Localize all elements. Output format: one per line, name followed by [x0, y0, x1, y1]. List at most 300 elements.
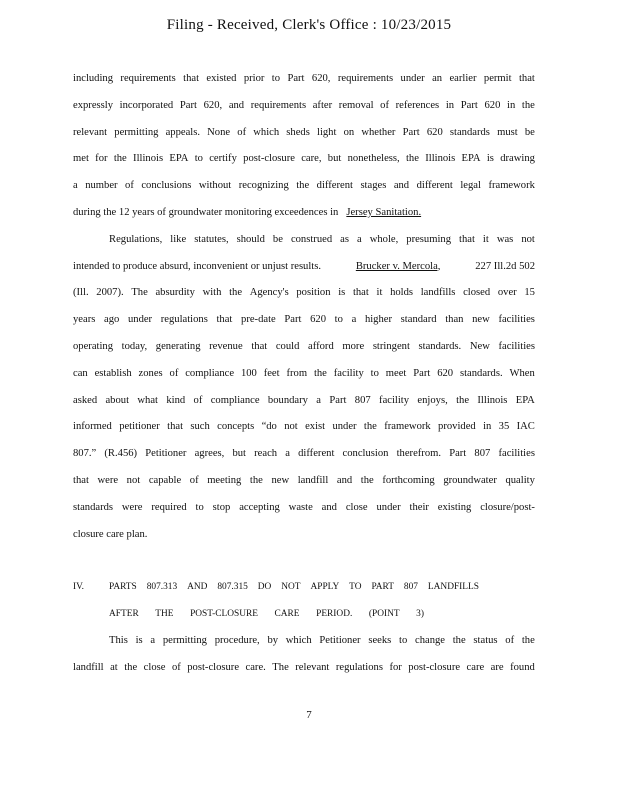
text-line: [73, 120, 535, 147]
page-number: 7: [306, 709, 312, 721]
word: than: [445, 314, 464, 326]
word: feet: [263, 367, 280, 379]
word: 35: [498, 421, 510, 433]
section-number: IV.: [73, 582, 85, 593]
word: in: [483, 421, 492, 433]
word: therefrom.: [396, 448, 442, 460]
word: such: [190, 421, 210, 433]
text-line: [73, 628, 535, 655]
word: enjoys,: [417, 394, 448, 406]
heading-word: PART: [371, 582, 394, 593]
heading-word: NOT: [281, 582, 301, 593]
word: IAC: [516, 421, 535, 433]
word: must: [497, 126, 518, 138]
case-citation: Jersey Sanitation.: [346, 206, 422, 218]
word: not: [126, 474, 141, 486]
word: to: [271, 73, 281, 84]
word: EPA: [515, 394, 535, 406]
heading-word: THE: [155, 609, 174, 620]
word: permit: [483, 73, 512, 84]
word: of: [189, 474, 199, 486]
word: meet: [385, 367, 407, 379]
word: that: [518, 73, 535, 84]
word: closed: [463, 287, 491, 299]
word: accepting: [239, 501, 280, 513]
word: today,: [121, 340, 148, 352]
word: to: [399, 634, 408, 646]
word: new: [472, 314, 490, 326]
word: operating: [73, 340, 114, 352]
word: years: [73, 314, 96, 326]
text-line: [73, 173, 535, 200]
section-heading-line-2: [109, 601, 424, 628]
word: facilities: [498, 314, 535, 326]
word: incorporated: [119, 99, 174, 111]
word: different: [298, 448, 335, 460]
text-line: [73, 361, 535, 388]
word: New: [469, 340, 490, 352]
word: it: [482, 233, 489, 245]
word: that: [459, 233, 475, 245]
word: pre-date: [241, 314, 276, 326]
word: different: [416, 180, 453, 192]
text-run: closure care plan.: [73, 528, 148, 540]
word: landfill: [73, 661, 104, 673]
word: quality: [505, 474, 535, 486]
word: could: [275, 340, 300, 352]
word: presuming: [406, 233, 451, 245]
word: which: [285, 634, 312, 646]
paragraph-1: [73, 66, 535, 200]
word: after: [312, 99, 333, 111]
heading-word: PERIOD.: [316, 609, 353, 620]
word: that: [183, 73, 200, 84]
word: their: [409, 501, 429, 513]
word: care.: [245, 661, 266, 673]
word: facilities: [498, 448, 535, 460]
word: of: [505, 634, 515, 646]
word: 2007).: [96, 287, 124, 299]
word: the: [124, 661, 138, 673]
word: certify: [209, 153, 237, 165]
word: 807: [354, 394, 371, 406]
word: Petitioner: [319, 634, 361, 646]
word: expressly: [73, 99, 114, 111]
word: kind: [166, 394, 186, 406]
word: of: [380, 99, 389, 111]
word: to: [334, 314, 343, 326]
word: the: [456, 394, 470, 406]
word: 15: [524, 287, 535, 299]
word: like: [170, 233, 187, 245]
word: prior: [243, 73, 265, 84]
word: is: [338, 287, 346, 299]
word: the: [452, 634, 466, 646]
word: generating: [155, 340, 201, 352]
word: including: [73, 73, 114, 84]
word: standards.: [418, 340, 462, 352]
text-line: [73, 227, 535, 254]
word: The: [272, 661, 289, 673]
word: legal: [460, 180, 481, 192]
word: of: [237, 126, 247, 138]
word: be: [524, 126, 535, 138]
word: absurdity: [155, 287, 195, 299]
word: Regulations,: [109, 233, 163, 245]
word: reach: [254, 448, 278, 460]
word: regulations: [160, 314, 208, 326]
word: framework: [384, 421, 431, 433]
word: the: [113, 153, 127, 165]
word: Illinois: [425, 153, 456, 165]
word: meeting: [207, 474, 242, 486]
word: different: [316, 180, 353, 192]
word: existed: [206, 73, 237, 84]
word: 620: [484, 99, 501, 111]
word: When: [509, 367, 535, 379]
word: standards: [73, 501, 114, 513]
word: by: [267, 634, 279, 646]
word: landfill: [297, 474, 329, 486]
word: facilities: [498, 340, 535, 352]
word: a: [285, 448, 290, 460]
word: EPA: [461, 153, 481, 165]
word: position: [296, 287, 331, 299]
word: revenue: [209, 340, 243, 352]
word: standards.: [459, 367, 503, 379]
word: forthcoming: [382, 474, 435, 486]
text-line: [73, 468, 535, 495]
paragraph-2: [73, 280, 535, 521]
word: under: [400, 73, 425, 84]
heading-word: CARE: [274, 609, 300, 620]
word: requirements: [337, 73, 394, 84]
word: facility: [333, 367, 364, 379]
word: in: [507, 99, 516, 111]
word: change: [415, 634, 445, 646]
word: are: [490, 661, 504, 673]
word: not: [284, 421, 298, 433]
word: that: [216, 314, 233, 326]
document-body: [73, 66, 535, 682]
heading-word: AND: [187, 582, 208, 593]
word: not: [521, 233, 535, 245]
word: relevant: [295, 661, 330, 673]
word: close: [345, 501, 368, 513]
word: provided: [438, 421, 476, 433]
word: higher: [364, 314, 393, 326]
word: more: [342, 340, 365, 352]
word: at: [110, 661, 118, 673]
word: the: [249, 474, 263, 486]
word: the: [296, 180, 310, 192]
word: what: [137, 394, 158, 406]
text-line: [73, 66, 535, 93]
word: recognizing: [238, 180, 289, 192]
word: a: [316, 394, 321, 406]
word: Agency's: [249, 287, 289, 299]
word: about: [105, 394, 130, 406]
heading-word: APPLY: [310, 582, 340, 593]
word: on: [343, 126, 355, 138]
word: the: [405, 153, 419, 165]
word: exist: [305, 421, 326, 433]
word: for: [95, 153, 108, 165]
word: to: [194, 153, 203, 165]
word: sheds: [286, 126, 310, 138]
word: from: [286, 367, 308, 379]
word: required: [151, 501, 187, 513]
word: a: [356, 233, 362, 245]
word: permitting: [114, 126, 159, 138]
word: “do: [261, 421, 277, 433]
word: petitioner: [119, 421, 160, 433]
case-citation: Brucker v. Mercola,: [355, 260, 441, 272]
text-line: [73, 200, 535, 227]
word: under: [332, 421, 357, 433]
word: care: [466, 661, 485, 673]
word: a: [150, 634, 156, 646]
word: of: [171, 661, 181, 673]
heading-word: POST-CLOSURE: [190, 609, 258, 620]
word: existing: [437, 501, 472, 513]
word: standard: [400, 314, 437, 326]
word: Part: [460, 99, 478, 111]
heading-word: 807.313: [146, 582, 178, 593]
word: stop: [212, 501, 231, 513]
word: This: [109, 634, 128, 646]
word: waste: [288, 501, 313, 513]
word: that: [251, 340, 268, 352]
heading-word: (POINT: [368, 609, 400, 620]
word: standards: [449, 126, 490, 138]
word: of: [169, 367, 179, 379]
word: boundary: [267, 394, 308, 406]
word: compliance: [185, 367, 235, 379]
word: relevant: [73, 126, 108, 138]
text-line: [73, 254, 535, 281]
word: post-closure: [243, 153, 295, 165]
word: (Ill.: [73, 287, 89, 299]
word: 620,: [203, 99, 223, 111]
word: that: [167, 421, 184, 433]
word: construed: [290, 233, 333, 245]
word: The: [131, 287, 148, 299]
word: references: [395, 99, 440, 111]
word: EPA: [169, 153, 189, 165]
word: without: [198, 180, 232, 192]
heading-word: DO: [257, 582, 272, 593]
section-heading: [73, 574, 535, 601]
heading-word: 3): [416, 609, 424, 620]
word: in: [445, 99, 455, 111]
word: whether: [361, 126, 396, 138]
word: over: [497, 287, 517, 299]
word: to: [195, 501, 204, 513]
word: post-closure: [408, 661, 461, 673]
heading-word: PARTS: [109, 582, 137, 593]
word: 100: [240, 367, 257, 379]
text-line: [73, 146, 535, 173]
word: requirements: [250, 99, 307, 111]
word: and: [336, 474, 353, 486]
word: that: [73, 474, 89, 486]
word: agrees,: [194, 448, 225, 460]
word: removal: [338, 99, 374, 111]
section-heading-line-1: [109, 574, 479, 601]
heading-word: 807: [403, 582, 418, 593]
word: Part: [449, 448, 467, 460]
word: Part: [179, 99, 197, 111]
word: 620: [437, 367, 454, 379]
word: Part: [284, 314, 302, 326]
word: Part: [329, 394, 347, 406]
word: the: [363, 421, 377, 433]
heading-word: TO: [349, 582, 362, 593]
text-line: [73, 655, 535, 682]
word: and: [228, 99, 245, 111]
text-line: [73, 388, 535, 415]
text-line: [73, 307, 535, 334]
word: facility: [379, 394, 410, 406]
word: of: [125, 180, 134, 192]
word: is: [486, 153, 494, 165]
word: ago: [104, 314, 120, 326]
word: landfills: [420, 287, 456, 299]
word: with: [202, 287, 222, 299]
heading-word: AFTER: [109, 609, 139, 620]
word: light: [317, 126, 337, 138]
text-line: [73, 334, 535, 361]
word: Illinois: [133, 153, 164, 165]
word: care,: [301, 153, 322, 165]
word: Illinois: [477, 394, 508, 406]
word: capable: [148, 474, 182, 486]
word: earlier: [449, 73, 477, 84]
word: of: [193, 394, 203, 406]
word: post-closure: [187, 661, 240, 673]
word: informed: [73, 421, 112, 433]
word: to: [370, 367, 379, 379]
word: be: [272, 233, 283, 245]
word: Part: [287, 73, 305, 84]
word: which: [253, 126, 280, 138]
word: seeks: [368, 634, 392, 646]
word: and: [321, 501, 337, 513]
text-line: [73, 93, 535, 120]
text-line: [73, 280, 535, 307]
word: 620: [426, 126, 443, 138]
word: should: [236, 233, 265, 245]
text-line: [73, 522, 535, 549]
word: afford: [308, 340, 334, 352]
word: whole,: [369, 233, 399, 245]
word: close: [143, 661, 166, 673]
word: zones: [138, 367, 163, 379]
word: closure/post-: [480, 501, 535, 513]
word: stages: [360, 180, 387, 192]
word: 620: [310, 314, 327, 326]
word: stringent: [372, 340, 410, 352]
text-run: 227 Ill.2d 502: [475, 260, 535, 272]
paragraph-3: [73, 628, 535, 682]
word: were: [121, 501, 143, 513]
word: concepts: [217, 421, 255, 433]
heading-word: LANDFILLS: [427, 582, 479, 593]
word: 807.”: [73, 448, 97, 460]
word: the: [521, 99, 535, 111]
word: Part: [413, 367, 431, 379]
word: a: [351, 314, 357, 326]
word: met: [73, 153, 89, 165]
word: under: [376, 501, 401, 513]
word: an: [432, 73, 443, 84]
word: framework: [488, 180, 535, 192]
word: 620,: [311, 73, 331, 84]
word: number: [85, 180, 118, 192]
word: groundwater: [443, 474, 497, 486]
word: is: [135, 634, 143, 646]
word: can: [73, 367, 88, 379]
text-run: intended to produce absurd, inconvenient or unjust results.: [73, 260, 322, 272]
word: for: [389, 661, 402, 673]
word: found: [510, 661, 535, 673]
word: but: [232, 448, 246, 460]
word: asked: [73, 394, 98, 406]
word: compliance: [210, 394, 260, 406]
word: appeals.: [165, 126, 200, 138]
word: the: [521, 634, 535, 646]
word: the: [360, 474, 374, 486]
word: regulations: [335, 661, 383, 673]
word: drawing: [500, 153, 535, 165]
word: procedure,: [214, 634, 260, 646]
text-line: [73, 414, 535, 441]
section-heading: [73, 601, 535, 628]
text-run: during the 12 years of groundwater monitoring exceedences in: [73, 206, 339, 218]
word: Part: [402, 126, 420, 138]
word: holds: [390, 287, 414, 299]
filing-header: Filing - Received, Clerk's Office : 10/23/2015: [166, 17, 452, 33]
word: and: [393, 180, 410, 192]
word: 807: [474, 448, 491, 460]
word: but: [327, 153, 342, 165]
word: the: [229, 287, 243, 299]
word: Petitioner: [145, 448, 187, 460]
heading-word: 807.315: [217, 582, 248, 593]
word: (R.456): [104, 448, 138, 460]
word: permitting: [162, 634, 207, 646]
word: nonetheless,: [347, 153, 400, 165]
word: was: [496, 233, 514, 245]
text-line: [73, 441, 535, 468]
word: conclusions: [141, 180, 192, 192]
word: that: [352, 287, 369, 299]
word: as: [340, 233, 349, 245]
word: a: [73, 180, 78, 192]
text-line: [73, 495, 535, 522]
word: the: [313, 367, 327, 379]
word: it: [376, 287, 383, 299]
word: were: [97, 474, 119, 486]
word: None: [207, 126, 231, 138]
word: status: [473, 634, 498, 646]
word: requirements: [120, 73, 176, 84]
word: establish: [94, 367, 132, 379]
word: under: [127, 314, 153, 326]
word: new: [271, 474, 290, 486]
word: conclusion: [342, 448, 389, 460]
